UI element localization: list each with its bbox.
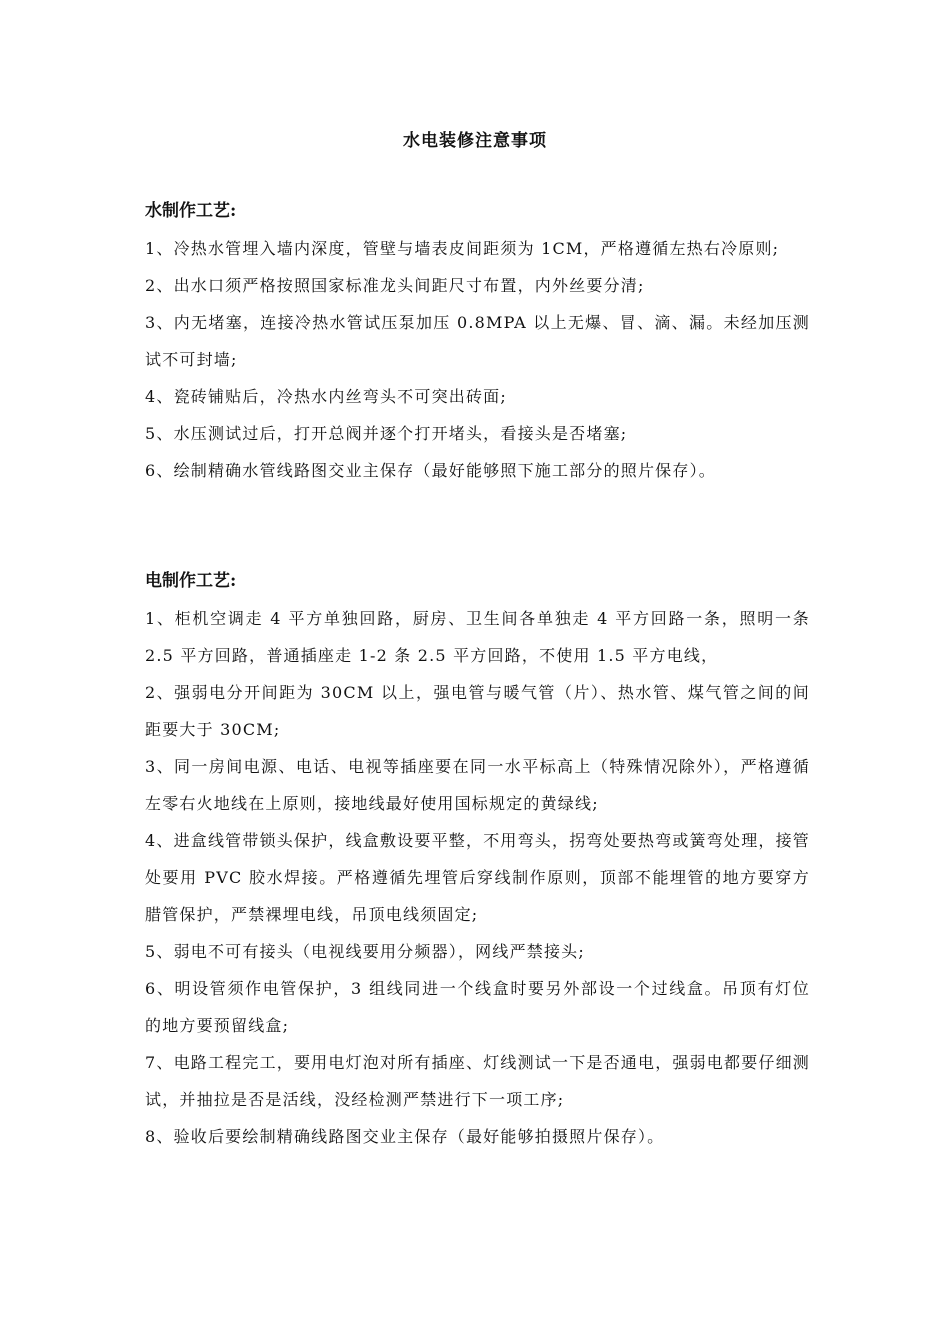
electric-section-heading: 电制作工艺: bbox=[145, 571, 237, 591]
water-item-2: 2、出水口须严格按照国家标准龙头间距尺寸布置，内外丝要分清; bbox=[145, 276, 645, 295]
electric-item-8: 8、验收后要绘制精确线路图交业主保存（最好能够拍摄照片保存）。 bbox=[145, 1127, 665, 1146]
electric-item-7: 7、电路工程完工，要用电灯泡对所有插座、灯线测试一下是否通电，强弱电都要仔细测试，并抽拉是否是活线，没经检测严禁进行下一项工序; bbox=[145, 1053, 810, 1109]
electric-section bbox=[145, 570, 810, 1155]
water-item-1: 1、冷热水管埋入墙内深度，管壁与墙表皮间距须为 1CM，严格遵循左热右冷原则; bbox=[145, 239, 780, 258]
electric-items-list bbox=[145, 600, 810, 1155]
water-item-3: 3、内无堵塞，连接冷热水管试压泵加压 0.8MPA 以上无爆、冒、滴、漏。未经加压测试不可封墙; bbox=[145, 313, 810, 369]
water-item-6: 6、绘制精确水管线路图交业主保存（最好能够照下施工部分的照片保存）。 bbox=[145, 461, 716, 480]
document-title: 水电装修注意事项 bbox=[403, 131, 547, 151]
electric-item-5: 5、弱电不可有接头（电视线要用分频器），网线严禁接头; bbox=[145, 942, 585, 961]
water-item-4: 4、瓷砖铺贴后，冷热水内丝弯头不可突出砖面; bbox=[145, 387, 507, 406]
electric-item-4: 4、进盒线管带锁头保护，线盒敷设要平整，不用弯头，拐弯处要热弯或簧弯处理，接管处要用 PVC 胶水焊接。严格遵循先埋管后穿线制作原则，顶部不能埋管的地方要穿方腊管保护，严禁裸埋电线，吊顶电线须固定; bbox=[145, 831, 810, 924]
electric-item-3: 3、同一房间电源、电话、电视等插座要在同一水平标高上（特殊情况除外），严格遵循左零右火地线在上原则，接地线最好使用国标规定的黄绿线; bbox=[145, 757, 810, 813]
electric-item-6: 6、明设管须作电管保护，3 组线同进一个线盒时要另外部设一个过线盒。吊顶有灯位的地方要预留线盒; bbox=[145, 979, 810, 1035]
electric-item-2: 2、强弱电分开间距为 30CM 以上，强电管与暖气管（片）、热水管、煤气管之间的间距要大于 30CM; bbox=[145, 683, 810, 739]
water-section-heading: 水制作工艺: bbox=[145, 201, 237, 221]
water-item-5: 5、水压测试过后，打开总阀并逐个打开堵头，看接头是否堵塞; bbox=[145, 424, 628, 443]
electric-item-1: 1、柜机空调走 4 平方单独回路，厨房、卫生间各单独走 4 平方回路一条，照明一条 2.5 平方回路，普通插座走 1-2 条 2.5 平方回路，不使用 1.5 平方电线， bbox=[145, 609, 810, 665]
water-section bbox=[145, 200, 810, 489]
water-items-list bbox=[145, 230, 810, 489]
